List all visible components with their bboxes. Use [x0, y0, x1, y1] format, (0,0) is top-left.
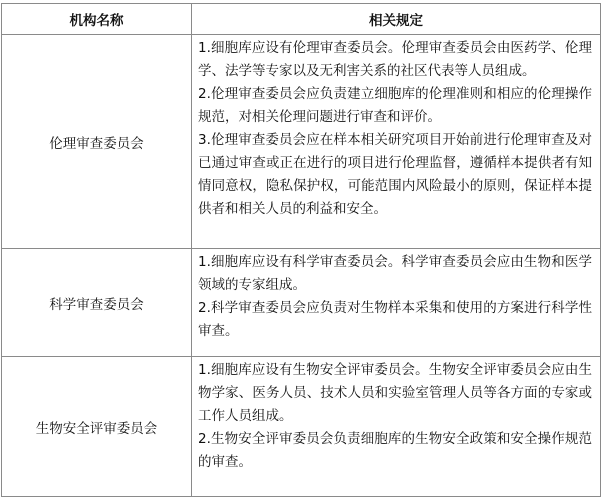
- table-header-row: [2, 4, 601, 35]
- regulation-item: 2.科学审查委员会应负责对生物样本采集和使用的方案进行科学性审查。: [198, 300, 592, 339]
- regulations-table: [1, 3, 601, 497]
- table-row: [2, 357, 601, 497]
- table-row: [2, 35, 601, 249]
- regulations-cell: [192, 35, 601, 249]
- table-row: [2, 249, 601, 357]
- institution-name: 生物安全评审委员会: [2, 357, 192, 497]
- institution-name: 科学审查委员会: [2, 249, 192, 357]
- regulation-item: 1.细胞库应设有科学审查委员会。科学审查委员会应由生物和医学领域的专家组成。: [198, 254, 592, 293]
- regulations-cell: [192, 357, 601, 497]
- regulation-item: 3.伦理审查委员会应在样本相关研究项目开始前进行伦理审查及对已通过审查或正在进行的项目进行伦理监督，遵循样本提供者有知情同意权，隐私保护权，可能范围内风险最小的原则，保证样本提供者和相关人员的利益和安全。: [198, 132, 592, 217]
- regulations-cell: [192, 249, 601, 357]
- column-header-institution: 机构名称: [2, 4, 192, 35]
- regulation-item: 2.生物安全评审委员会负责细胞库的生物安全政策和安全操作规范的审查。: [198, 431, 592, 470]
- column-header-regulations: 相关规定: [192, 4, 601, 35]
- institution-name: 伦理审查委员会: [2, 35, 192, 249]
- regulation-item: 1.细胞库应设有伦理审查委员会。伦理审查委员会由医药学、伦理学、法学等专家以及无利害关系的社区代表等人员组成。: [198, 40, 592, 79]
- regulation-item: 1.细胞库应设有生物安全评审委员会。生物安全评审委员会应由生物学家、医务人员、技术人员和实验室管理人员等各方面的专家或工作人员组成。: [198, 362, 592, 424]
- regulation-item: 2.伦理审查委员会应负责建立细胞库的伦理准则和相应的伦理操作规范，对相关伦理问题进行审查和评价。: [198, 86, 592, 125]
